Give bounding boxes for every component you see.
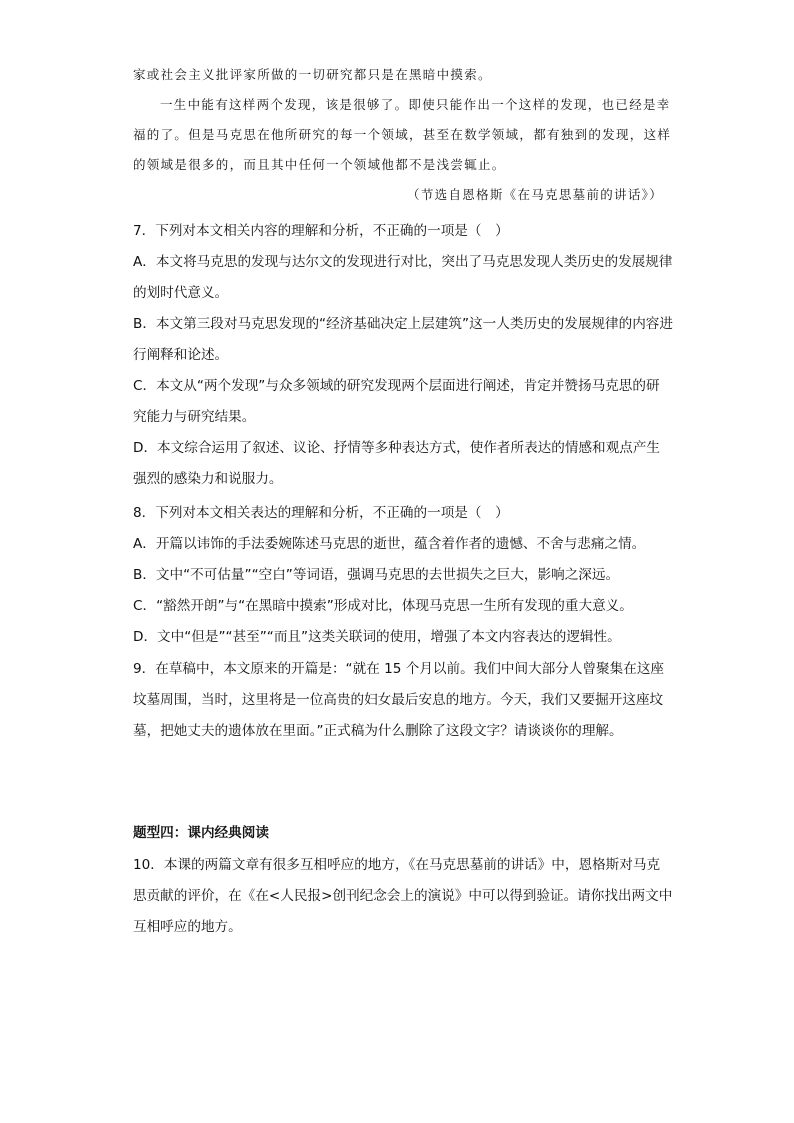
option-b: B．本文第三段对马克思发现的“经济基础决定上层建筑”这一人类历史的发展规律的内容进行阐释和论述。	[133, 316, 673, 363]
excerpt-line: 家或社会主义批评家所做的一切研究都只是在黑暗中摸索。	[133, 67, 492, 82]
question-stem: 7．下列对本文相关内容的理解和分析，不正确的一项是（ ）	[133, 223, 509, 239]
section-title: 题型四：课内经典阅读	[133, 825, 269, 841]
question-10	[133, 850, 673, 943]
excerpt-paragraph: 一生中能有这样两个发现，该是很够了。即使只能作出一个这样的发现，也已经是幸福的了。但是马克思在他所研究的每一个领域，甚至在数学领域，都有独到的发现，这样的领域是很多的，而且其中任何一个领域他都不是浅尝辄止。	[133, 97, 672, 172]
option-d: D．文中“但是”“甚至”“而且”这类关联词的使用，增强了本文内容表达的逻辑性。	[133, 629, 621, 645]
excerpt-passage	[133, 60, 673, 210]
option-d: D．本文综合运用了叙述、议论、抒情等多种表达方式，使作者所表达的情感和观点产生强烈的感染力和说服力。	[133, 440, 661, 487]
question-text: 10．本课的两篇文章有很多互相呼应的地方，《在马克思墓前的讲话》中，恩格斯对马克思贡献的评价，在《在<人民报>创刊纪念会上的演说》中可以得到验证。请你找出两文中互相呼应的地方。	[133, 857, 673, 935]
option-b: B．文中“不可估量”“空白”等词语，强调马克思的去世损失之巨大，影响之深远。	[133, 567, 620, 583]
question-text: 9．在草稿中，本文原来的开篇是：“就在 15 个月以前。我们中间大部分人曾聚集在这座坟墓周围，当时，这里将是一位高贵的妇女最后安息的地方。今天，我们又要掘开这座坟墓，把她丈夫的遗体放在里面。”正式稿为什么删除了这段文字？请谈谈你的理解。	[133, 661, 665, 739]
question-stem: 8．下列对本文相关表达的理解和分析，不正确的一项是（ ）	[133, 505, 509, 521]
excerpt-source: （节选自恩格斯《在马克思墓前的讲话》）	[407, 187, 663, 202]
option-a: A．本文将马克思的发现与达尔文的发现进行对比，突出了马克思发现人类历史的发展规律的划时代意义。	[133, 254, 673, 301]
question-8	[133, 498, 673, 653]
option-c: C．本文从“两个发现”与众多领域的研究发现两个层面进行阐述，肯定并赞扬马克思的研究能力与研究结果。	[133, 378, 660, 425]
option-c: C．“豁然开朗”与“在黑暗中摸索”形成对比，体现马克思一生所有发现的重大意义。	[133, 598, 633, 614]
question-7	[133, 216, 673, 495]
option-a: A．开篇以讳饰的手法委婉陈述马克思的逝世，蕴含着作者的遗憾、不舍与悲痛之情。	[133, 536, 646, 552]
question-9	[133, 654, 673, 747]
